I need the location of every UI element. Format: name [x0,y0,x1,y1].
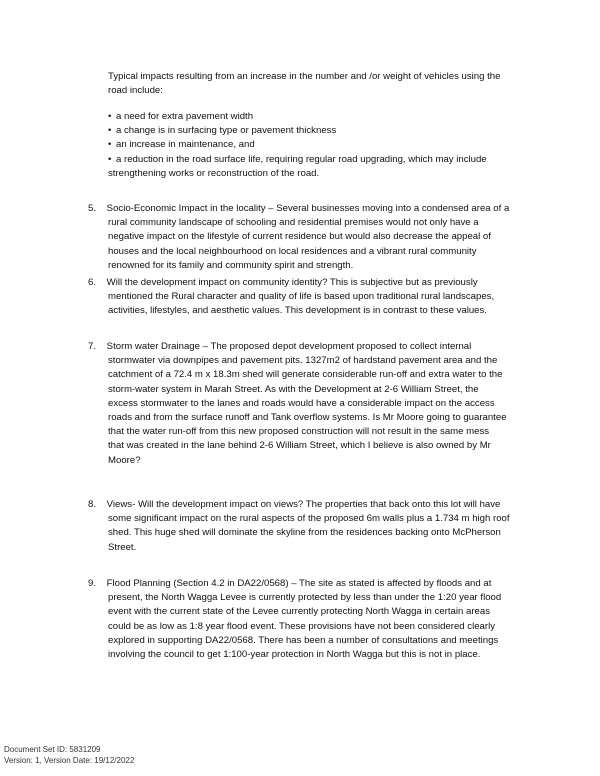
item-line: roads and from the surface runoff and Tank overflow systems. Is Mr Moore going to guarantee [108,412,507,424]
item-line: Moore? [108,454,141,466]
bullet-icon: • [108,153,112,165]
intro-line: Typical impacts resulting from an increase in the number and /or weight of vehicles using the [108,71,501,82]
item-number: 9. [88,578,97,589]
item-line: involving the council to get 1:100-year protection in North Wagga but this is not in place. [108,649,481,661]
intro-line: road include: [108,85,163,97]
item-line: event with the current state of the Levee currently protecting North Wagga in certain areas [108,606,490,618]
bullet-icon: • [108,111,112,122]
item-number: 6. [88,277,97,288]
item-number: 8. [88,499,97,510]
numbered-item-5 [88,202,528,273]
numbered-item-7 [88,340,528,468]
item-number: 5. [88,203,97,214]
item-line: that the water run-off from this new proposed construction will not result in the same mess [108,426,490,438]
bullet-icon: • [108,125,112,137]
list-item: • an increase in maintenance, and [108,138,548,152]
item-line: that was created in the lane behind 2-6 William Street, which I believe is also owned by Mr [108,440,491,452]
bullet-list [108,110,548,181]
list-item: • a need for extra pavement width [108,110,548,124]
list-item: • a change is in surfacing type or pavement thickness [108,124,548,138]
item-line: mentioned the Rural character and quality of life is based upon traditional rural landscapes, [108,291,495,303]
numbered-item-8 [88,498,528,555]
item-line: shed. This huge shed will dominate the skyline from the residences backing onto McPherson [108,527,501,539]
document-set-id: Document Set ID: 5831209 [4,745,101,754]
document-footer [4,744,134,766]
item-line: could be as low as 1:8 year flood event. These provisions have not been considered clearly [108,620,496,632]
item-line: rural community landscape of schooling and residential premises would not only have a [108,217,479,229]
item-line: present, the North Wagga Levee is currently protected by less than under the 1:20 year flood [108,592,502,604]
item-line: houses and the local neighbourhood on local residences and a vibrant rural community [108,245,477,257]
intro-paragraph [108,70,548,98]
item-line: some significant impact on the rural aspects of the proposed 6m walls plus a 1.734 m high roof [108,513,510,525]
item-line: storm-water system in Marah Street. As with the Development at 2-6 William Street, the [108,383,479,395]
version-info: Version: 1, Version Date: 19/12/2022 [4,756,135,765]
item-number: 7. [88,341,97,352]
item-first-line: Socio-Economic Impact in the locality – Several businesses moving into a condensed area of a [106,203,510,214]
item-line: catchment of a 72.4 m x 18.3m shed will generate considerable run-off and extra water to the [108,369,503,381]
item-line: activities, lifestyles, and aesthetic values. This development is in contrast to these values. [108,305,487,317]
item-line: renowned for its family and community spirit and strength. [108,259,354,271]
item-line: Street. [108,541,137,553]
item-line: excess stormwater to the lanes and roads would have a considerable impact on the access [108,397,495,409]
item-line: explored in supporting DA22/0568. There has been a number of consultations and meetings [108,634,499,646]
item-first-line: Will the development impact on community identity? This is subjective but as previously [106,277,478,288]
item-line: negative impact on the lifestyle of current residence but would also decrease the appeal of [108,231,491,243]
item-first-line: Storm water Drainage – The proposed depot development proposed to collect internal [106,341,472,352]
item-first-line: Views- Will the development impact on views? The properties that back onto this lot will have [106,499,501,510]
numbered-item-9 [88,577,528,662]
list-item-continuation: strengthening works or reconstruction of the road. [108,167,320,179]
item-first-line: Flood Planning (Section 4.2 in DA22/0568) – The site as stated is affected by floods and at [106,578,492,589]
list-item: • a reduction in the road surface life, requiring regular road upgrading, which may include [108,153,548,167]
bullet-icon: • [108,139,112,151]
numbered-item-6 [88,276,528,319]
item-line: stormwater via downpipes and pavement pits. 1327m2 of hardstand pavement area and the [108,355,498,367]
